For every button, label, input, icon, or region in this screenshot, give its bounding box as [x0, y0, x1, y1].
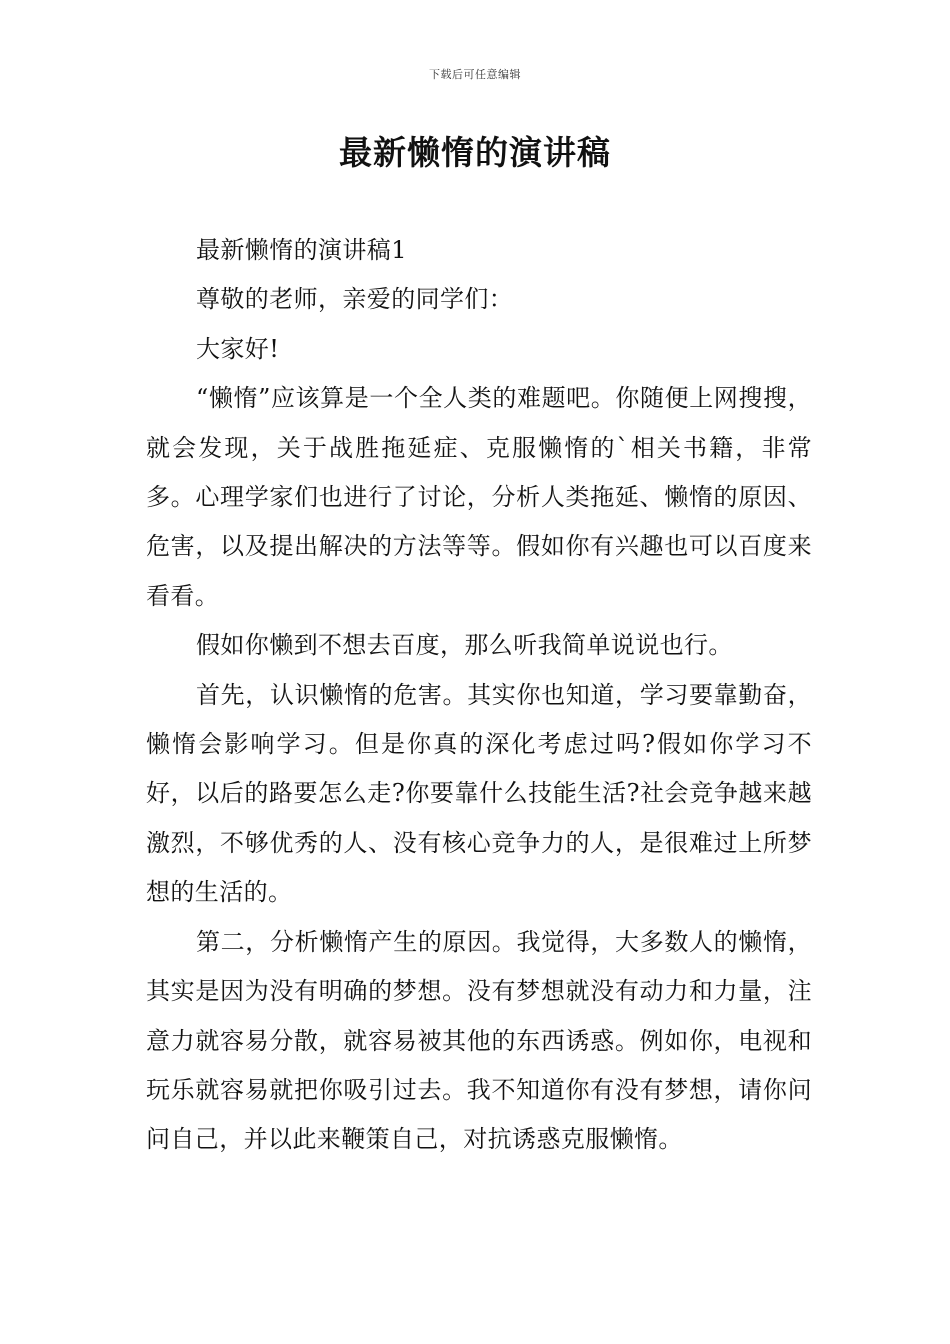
document-title: 最新懒惰的演讲稿: [339, 133, 611, 172]
paragraph-second-point: 第二，分析懒惰产生的原因。我觉得，大多数人的懒惰，其实是因为没有明确的梦想。没有梦想就没有动力和力量，注意力就容易分散，就容易被其他的东西诱惑。例如你，电视和玩乐就容易就把你吸引过去。我不知道你有没有梦想，请你问问自己，并以此来鞭策自己，对抗诱惑克服懒惰。: [146, 927, 812, 1154]
paragraph-transition: 假如你懒到不想去百度，那么听我简单说说也行。: [196, 631, 733, 660]
salutation: 尊敬的老师，亲爱的同学们：: [196, 285, 514, 314]
greeting: 大家好!: [196, 334, 280, 363]
paragraph-first-point: 首先，认识懒惰的危害。其实你也知道，学习要靠勤奋，懒惰会影响学习。但是你真的深化考虑过吗?假如你学习不好，以后的路要怎么走?你要靠什么技能生活?社会竞争越来越激烈，不够优秀的人、没有核心竞争力的人，是很难过上所梦想的生活的。: [146, 680, 812, 907]
paragraph-intro: “懒惰”应该算是一个全人类的难题吧。你随便上网搜搜，就会发现，关于战胜拖延症、克服懒惰的`相关书籍，非常多。心理学家们也进行了讨论，分析人类拖延、懒惰的原因、危害，以及提出解决的方法等等。假如你有兴趣也可以百度来看看。: [146, 384, 812, 610]
section-heading: 最新懒惰的演讲稿1: [196, 236, 407, 264]
header-note: 下载后可任意编辑: [429, 68, 521, 81]
document-body: [146, 226, 812, 1165]
